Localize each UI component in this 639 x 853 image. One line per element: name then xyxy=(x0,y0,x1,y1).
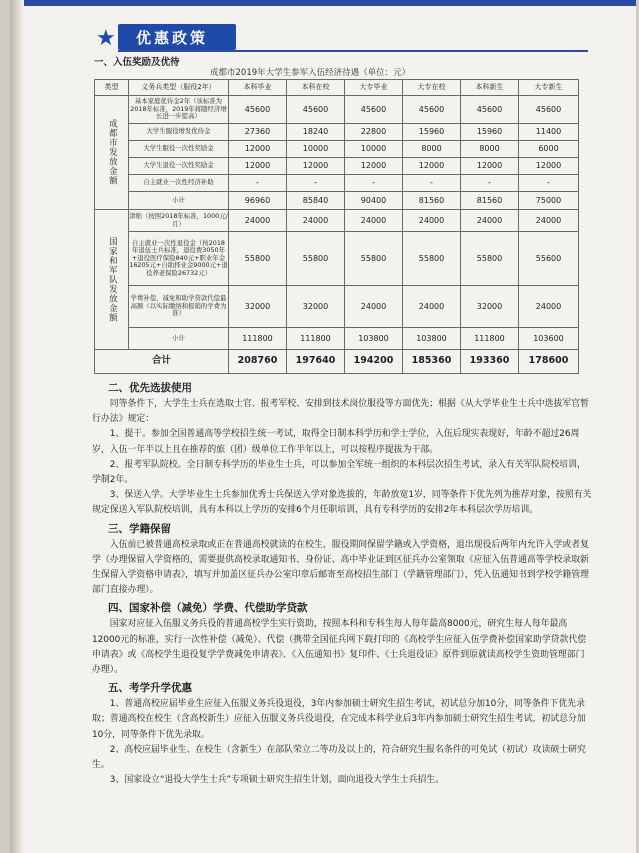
group-label-national: 国家和军队发放金额 xyxy=(95,210,129,350)
row-item: 自主就业一次性经济补助 xyxy=(129,175,229,192)
banner-underline xyxy=(118,50,588,52)
cell-value: 55800 xyxy=(229,232,287,286)
paragraph: 2、报考军队院校。全日制专科学历的毕业生士兵，可以参加全军统一组织的本科层次招生考试，录入有关军队院校培训，学制2年。 xyxy=(92,459,586,486)
table-row xyxy=(95,175,579,192)
cell-value: 24000 xyxy=(519,286,579,328)
cell-value: 24000 xyxy=(461,210,519,232)
section-heading: 五、考学升学优惠 xyxy=(108,682,192,695)
cell-value: 111800 xyxy=(287,328,345,350)
cell-value: 45600 xyxy=(519,96,579,124)
paragraph: 入伍前已被普通高校录取或正在普通高校就读的在校生，服役期间保留学籍或入学资格，退出现役后两年内允许入学或者复学（办理保留入学资格的，需要提供高校录取通知书、身份证、高中毕业证到区征兵办公室领取《应征入伍普通高等学校录取新生保留入学资格申请表》，填写并加盖区征兵办公室印章后邮寄至高校招生部门（学籍管理部门），凭入伍通知书到学校学籍管理部门直接办理）。 xyxy=(92,539,590,596)
header-cell: 义务兵类型（服役2年） xyxy=(129,80,229,96)
cell-value: 12000 xyxy=(519,158,579,175)
cell-value: 10000 xyxy=(345,141,403,158)
cell-value: 194200 xyxy=(345,350,403,374)
header-cell: 大专毕业 xyxy=(345,80,403,96)
cell-value: 24000 xyxy=(229,210,287,232)
cell-value: 55800 xyxy=(287,232,345,286)
section-heading: 四、国家补偿（减免）学费、代偿助学贷款 xyxy=(108,602,308,615)
table-row xyxy=(95,141,579,158)
banner-title: 优惠政策 xyxy=(136,29,209,47)
cell-value: 45600 xyxy=(229,96,287,124)
paragraph: 3、保送入学。大学毕业生士兵参加优秀士兵保送入学对象选拔的，年龄放宽1岁，同等条件下优先列为推荐对象，按照有关规定保送入军队院校培训，具有本科以上学历的安排6个月任职培训，具有专科学历的安排2年本科层次学历培训。 xyxy=(92,490,592,516)
cell-value: 103600 xyxy=(519,328,579,350)
cell-value: 18240 xyxy=(287,124,345,141)
cell-value: 96960 xyxy=(229,192,287,210)
table-row xyxy=(95,210,579,232)
table-row xyxy=(95,96,579,124)
section1-heading: 一、入伍奖励及优待 xyxy=(94,57,180,68)
section-heading: 三、学籍保留 xyxy=(108,522,171,535)
policy-text xyxy=(92,380,592,788)
cell-value: 8000 xyxy=(403,141,461,158)
cell-value: 81560 xyxy=(461,192,519,210)
cell-value: 45600 xyxy=(287,96,345,124)
row-item: 大学生服役增发优待金 xyxy=(129,124,229,141)
header-cell: 大专在校 xyxy=(403,80,461,96)
cell-value: 11400 xyxy=(519,124,579,141)
cell-value: 55800 xyxy=(461,232,519,286)
header-cell: 本科在校 xyxy=(287,80,345,96)
cell-value: 8000 xyxy=(461,141,519,158)
cell-value: 45600 xyxy=(461,96,519,124)
cell-value: - xyxy=(345,175,403,192)
header-cell: 本科毕业 xyxy=(229,80,287,96)
cell-value: 24000 xyxy=(345,286,403,328)
paragraph: 2、高校应届毕业生、在校生（含新生）在部队荣立二等功及以上的，符合研究生报名条件的可免试（初试）攻读硕士研究生。 xyxy=(92,744,586,771)
cell-value: 32000 xyxy=(461,286,519,328)
cell-value: 103800 xyxy=(345,328,403,350)
cell-value: 12000 xyxy=(229,141,287,158)
cell-value: 90400 xyxy=(345,192,403,210)
cell-value: - xyxy=(403,175,461,192)
paragraph: 3、国家设立“退役大学生士兵”专项硕士研究生招生计划，面向退役大学生士兵招生。 xyxy=(109,775,445,786)
cell-value: 55800 xyxy=(345,232,403,286)
table-row-subtotal xyxy=(95,328,579,350)
cell-value: 111800 xyxy=(461,328,519,350)
page-fold-shadow xyxy=(10,0,24,853)
row-item: 大学生服役一次性奖励金 xyxy=(129,141,229,158)
cell-value: 103800 xyxy=(403,328,461,350)
cell-value: 6000 xyxy=(519,141,579,158)
cell-value: 178600 xyxy=(519,350,579,374)
cell-value: 24000 xyxy=(345,210,403,232)
cell-value: 15960 xyxy=(461,124,519,141)
row-item: 小计 xyxy=(129,192,229,210)
paragraph: 1、提干。参加全国普通高等学校招生统一考试，取得全日制本科学历和学士学位，入伍后现实表现好，年龄不超过26周岁，入伍一年半以上且在推荐的旅（团）级单位工作半年以上，可以按程序提拔为干部。 xyxy=(92,429,580,455)
table-row xyxy=(95,124,579,141)
table-row-subtotal xyxy=(95,192,579,210)
cell-value: 12000 xyxy=(229,158,287,175)
table-header-row xyxy=(95,80,579,96)
top-blue-bar xyxy=(24,0,636,6)
cell-value: 45600 xyxy=(345,96,403,124)
cell-value: 24000 xyxy=(403,286,461,328)
row-item: 小计 xyxy=(129,328,229,350)
cell-value: - xyxy=(461,175,519,192)
row-item: 基本家庭优待金2年（该标准为2018年标准，2019年将随经济增长进一步提高） xyxy=(129,96,229,124)
cell-value: 27360 xyxy=(229,124,287,141)
cell-value: - xyxy=(287,175,345,192)
cell-value: 15960 xyxy=(403,124,461,141)
benefits-table xyxy=(94,79,579,374)
cell-value: 55600 xyxy=(519,232,579,286)
cell-value: 111800 xyxy=(229,328,287,350)
table-row xyxy=(95,158,579,175)
row-item: 自主就业一次性退役金（按2018年退伍士兵标准，退役费3050年+退役医疗保险840元+职业年金16205元+自助择业金9000元+退役养老保险26732元） xyxy=(129,232,229,286)
header-cell: 类型 xyxy=(95,80,129,96)
paragraph: 1、普通高校应届毕业生应征入伍服义务兵役退役，3年内参加硕士研究生招生考试，初试总分加10分，同等条件下优先录取；普通高校在校生（含高校新生）应征入伍服义务兵役退役，在完成本科学业后3年内参加硕士研究生招生考试，初试总分加10分，同等条件下优先录取。 xyxy=(92,699,586,740)
cell-value: 22800 xyxy=(345,124,403,141)
row-item: 学费补偿、减免和助学贷款代偿最高额（以实际缴纳和报销的学费为准） xyxy=(129,286,229,328)
paragraph: 同等条件下，大学生士兵在选取士官、报考军校、安排到技术岗位服役等方面优先；根据《从大学毕业生士兵中选拔军官暂行办法》规定： xyxy=(92,399,590,425)
paragraph: 国家对应征入伍服义务兵役的普通高校学生实行资助，按照本科和专科生每人每年最高8000元，研究生每人每年最高12000元的标准，实行一次性补偿（减免）、代偿（携带全国征兵网下载打印的《高校学生应征入伍学费补偿国家助学贷款代偿申请表》或《高校学生退役复学学费减免申请表》、《入伍通知书》复印件、《士兵退役证》原件到原就读高校学生资助管理部门办理）。 xyxy=(92,619,587,676)
cell-value: 24000 xyxy=(519,210,579,232)
total-label: 合计 xyxy=(95,350,229,374)
cell-value: 197640 xyxy=(287,350,345,374)
cell-value: 45600 xyxy=(403,96,461,124)
group-label-city: 成都市发放金额 xyxy=(95,96,129,210)
cell-value: 12000 xyxy=(287,158,345,175)
document-page xyxy=(10,0,636,853)
cell-value: 185360 xyxy=(403,350,461,374)
header-cell: 本科新生 xyxy=(461,80,519,96)
cell-value: 193360 xyxy=(461,350,519,374)
star-icon: ★ xyxy=(96,26,116,51)
cell-value: 12000 xyxy=(345,158,403,175)
cell-value: 55800 xyxy=(403,232,461,286)
cell-value: 32000 xyxy=(229,286,287,328)
cell-value: 32000 xyxy=(287,286,345,328)
table-row-total xyxy=(95,350,579,374)
cell-value: 12000 xyxy=(461,158,519,175)
cell-value: 10000 xyxy=(287,141,345,158)
row-item: 大学生退役一次性奖励金 xyxy=(129,158,229,175)
section-banner xyxy=(118,24,236,50)
cell-value: 24000 xyxy=(403,210,461,232)
row-item: 津贴（按照2018年标准，1000元/月） xyxy=(129,210,229,232)
section-heading: 二、优先选拔使用 xyxy=(108,382,192,394)
cell-value: 24000 xyxy=(287,210,345,232)
table-title: 成都市2019年大学生参军入伍经济待遇（单位：元） xyxy=(210,68,411,78)
table-row xyxy=(95,286,579,328)
table-row xyxy=(95,232,579,286)
cell-value: 75000 xyxy=(519,192,579,210)
cell-value: 85840 xyxy=(287,192,345,210)
cell-value: 81560 xyxy=(403,192,461,210)
cell-value: 208760 xyxy=(229,350,287,374)
cell-value: - xyxy=(519,175,579,192)
cell-value: - xyxy=(229,175,287,192)
cell-value: 12000 xyxy=(403,158,461,175)
header-cell: 大专新生 xyxy=(519,80,579,96)
